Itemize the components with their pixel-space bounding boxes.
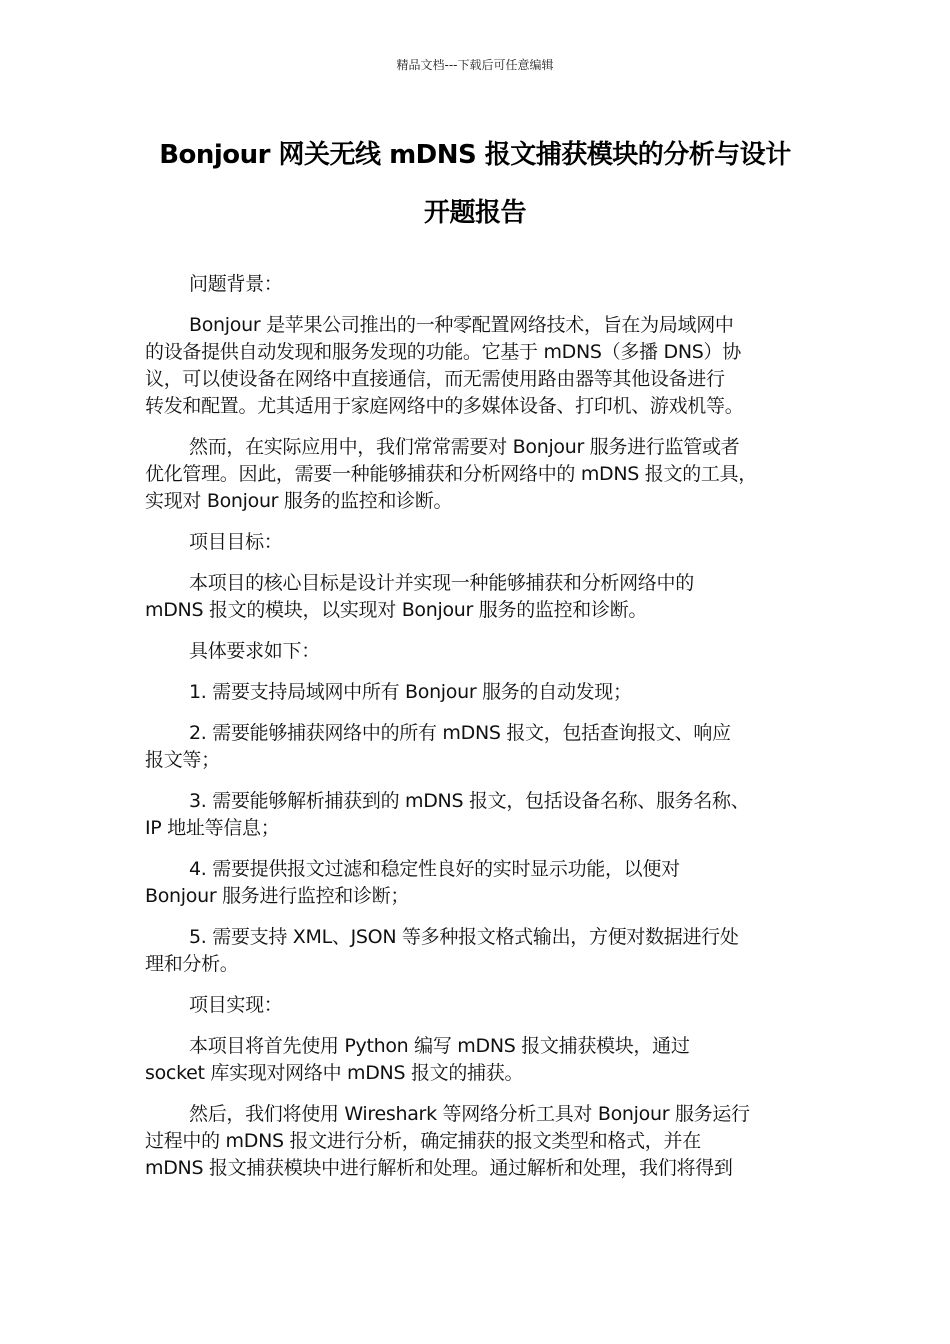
paragraph-line: socket 库实现对网络中 mDNS 报文的捕获。 (145, 1062, 524, 1084)
paragraph-line: 2. 需要能够捕获网络中的所有 mDNS 报文，包括查询报文、响应 (189, 722, 731, 744)
paragraph (145, 312, 810, 420)
paragraph-line: 的设备提供自动发现和服务发现的功能。它基于 mDNS（多播 DNS）协 (145, 341, 741, 363)
paragraph (145, 1101, 810, 1182)
document-title-line2: 开题报告 (423, 198, 526, 228)
paragraph-line: 1. 需要支持局域网中所有 Bonjour 服务的自动发现； (189, 681, 632, 703)
paragraph-line: mDNS 报文的模块，以实现对 Bonjour 服务的监控和诊断。 (145, 599, 648, 621)
paragraph-line: 4. 需要提供报文过滤和稳定性良好的实时显示功能，以便对 (189, 858, 680, 880)
document-body (145, 271, 810, 1196)
paragraph-line: 项目实现： (189, 994, 283, 1016)
paragraph (145, 434, 810, 515)
paragraph (145, 924, 810, 978)
paragraph (145, 638, 810, 665)
paragraph-line: 具体要求如下： (189, 640, 320, 662)
paragraph-line: 转发和配置。尤其适用于家庭网络中的多媒体设备、打印机、游戏机等。 (145, 395, 744, 417)
paragraph-line: 实现对 Bonjour 服务的监控和诊断。 (145, 490, 453, 512)
paragraph (145, 570, 810, 624)
paragraph-line: 本项目将首先使用 Python 编写 mDNS 报文捕获模块，通过 (189, 1035, 690, 1057)
paragraph (145, 856, 810, 910)
paragraph (145, 788, 810, 842)
paragraph-line: IP 地址等信息； (145, 817, 280, 839)
paragraph (145, 992, 810, 1019)
paragraph (145, 720, 810, 774)
paragraph-line: Bonjour 服务进行监控和诊断； (145, 885, 410, 907)
paragraph-line: 问题背景： (189, 273, 283, 295)
paragraph-line: 3. 需要能够解析捕获到的 mDNS 报文，包括设备名称、服务名称、 (189, 790, 750, 812)
paragraph-line: mDNS 报文捕获模块中进行解析和处理。通过解析和处理，我们将得到 (145, 1157, 733, 1179)
paragraph-line: 理和分析。 (145, 953, 239, 975)
paragraph-line: 5. 需要支持 XML、JSON 等多种报文格式输出，方便对数据进行处 (189, 926, 739, 948)
paragraph-line: 报文等； (145, 749, 220, 771)
paragraph-line: 过程中的 mDNS 报文进行分析，确定捕获的报文类型和格式，并在 (145, 1130, 701, 1152)
paragraph-line: Bonjour 是苹果公司推出的一种零配置网络技术，旨在为局域网中 (189, 314, 734, 336)
paragraph-line: 然而，在实际应用中，我们常常需要对 Bonjour 服务进行监管或者 (189, 436, 740, 458)
paragraph (145, 1033, 810, 1087)
paragraph (145, 271, 810, 298)
paragraph-line: 议，可以使设备在网络中直接通信，而无需使用路由器等其他设备进行 (145, 368, 725, 390)
page-header: 精品文档---下载后可任意编辑 (396, 58, 554, 72)
paragraph (145, 679, 810, 706)
paragraph-line: 优化管理。因此，需要一种能够捕获和分析网络中的 mDNS 报文的工具， (145, 463, 757, 485)
document-title: Bonjour 网关无线 mDNS 报文捕获模块的分析与设计 (159, 140, 791, 170)
paragraph (145, 529, 810, 556)
paragraph-line: 然后，我们将使用 Wireshark 等网络分析工具对 Bonjour 服务运行 (189, 1103, 750, 1125)
paragraph-line: 本项目的核心目标是设计并实现一种能够捕获和分析网络中的 (189, 572, 694, 594)
paragraph-line: 项目目标： (189, 531, 283, 553)
